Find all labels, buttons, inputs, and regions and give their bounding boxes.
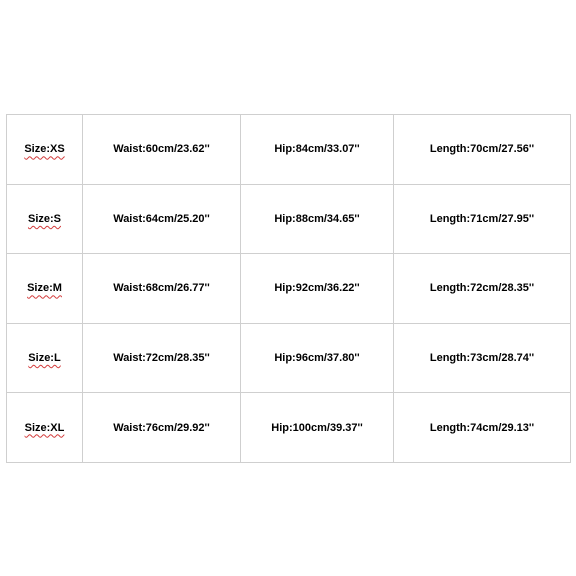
length-cell: Length:72cm/28.35'' [394, 254, 571, 324]
hip-cell: Hip:84cm/33.07'' [241, 115, 394, 185]
waist-cell: Waist:76cm/29.92'' [83, 393, 241, 463]
length-cell: Length:73cm/28.74'' [394, 323, 571, 393]
size-cell [7, 393, 83, 463]
hip-cell: Hip:92cm/36.22'' [241, 254, 394, 324]
length-cell: Length:74cm/29.13'' [394, 393, 571, 463]
length-cell: Length:71cm/27.95'' [394, 184, 571, 254]
hip-cell: Hip:100cm/39.37'' [241, 393, 394, 463]
hip-cell: Hip:96cm/37.80'' [241, 323, 394, 393]
table-row [7, 115, 571, 185]
waist-cell: Waist:64cm/25.20'' [83, 184, 241, 254]
length-cell: Length:70cm/27.56'' [394, 115, 571, 185]
table-row [7, 254, 571, 324]
size-label: Size:M [27, 282, 62, 295]
size-cell [7, 254, 83, 324]
size-label: Size:XS [24, 143, 65, 156]
waist-cell: Waist:60cm/23.62'' [83, 115, 241, 185]
waist-cell: Waist:68cm/26.77'' [83, 254, 241, 324]
size-cell [7, 115, 83, 185]
table-row [7, 393, 571, 463]
size-cell [7, 323, 83, 393]
size-label: Size:L [28, 352, 61, 365]
table-row [7, 323, 571, 393]
size-label: Size:XL [24, 421, 65, 434]
size-chart-table [6, 114, 571, 463]
waist-cell: Waist:72cm/28.35'' [83, 323, 241, 393]
hip-cell: Hip:88cm/34.65'' [241, 184, 394, 254]
table-row [7, 184, 571, 254]
size-label: Size:S [27, 212, 61, 225]
size-cell [7, 184, 83, 254]
